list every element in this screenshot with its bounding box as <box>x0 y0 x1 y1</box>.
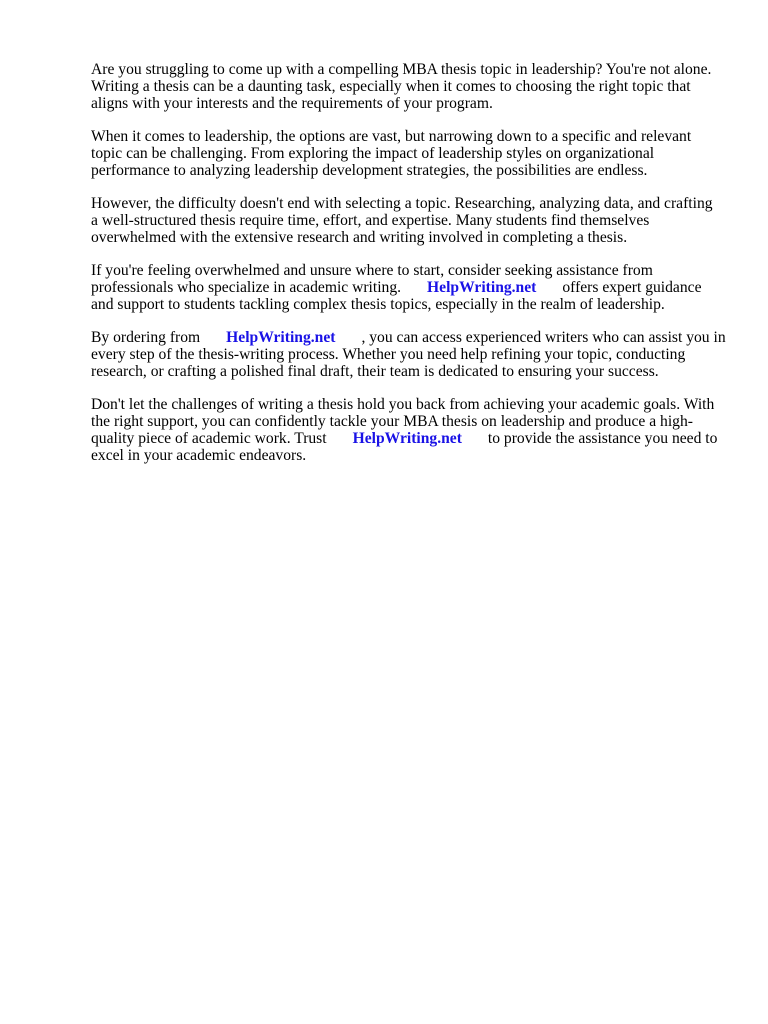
text-line <box>91 430 721 447</box>
paragraph-ordering <box>91 329 726 380</box>
paragraph-closing <box>91 396 721 464</box>
text-line: excel in your academic endeavors. <box>91 447 307 464</box>
text-line: topic can be challenging. From exploring the impact of leadership styles on organizational <box>91 145 655 162</box>
text-line: overwhelmed with the extensive research and writing involved in completing a thesis. <box>91 229 628 246</box>
text-line: the right support, you can confidently tackle your MBA thesis on leadership and produce a high- <box>91 413 693 430</box>
text-segment: to provide the assistance you need to <box>487 430 718 447</box>
text-segment: By ordering from <box>91 329 201 346</box>
text-line: However, the difficulty doesn't end with selecting a topic. Researching, analyzing data, and crafting <box>91 195 713 212</box>
text-line: aligns with your interests and the requirements of your program. <box>91 95 493 112</box>
text-line: every step of the thesis-writing process. Whether you need help refining your topic, conducting <box>91 346 686 363</box>
text-line <box>91 279 721 296</box>
text-line: a well-structured thesis require time, effort, and expertise. Many students find themselves <box>91 212 650 229</box>
helpwriting-link[interactable]: HelpWriting.net <box>226 329 336 346</box>
helpwriting-link[interactable]: HelpWriting.net <box>352 430 462 447</box>
text-line: Don't let the challenges of writing a thesis hold you back from achieving your academic goals. With <box>91 396 715 413</box>
text-segment: , you can access experienced writers who can assist you in <box>361 329 726 346</box>
text-line: performance to analyzing leadership development strategies, the possibilities are endless. <box>91 162 648 179</box>
paragraph-leadership-options <box>91 128 721 179</box>
text-segment: offers expert guidance <box>562 279 702 296</box>
text-line <box>91 329 726 346</box>
text-line: and support to students tackling complex thesis topics, especially in the realm of leadership. <box>91 296 665 313</box>
text-line: Are you struggling to come up with a compelling MBA thesis topic in leadership? You're not alone. <box>91 61 712 78</box>
text-line: When it comes to leadership, the options are vast, but narrowing down to a specific and relevant <box>91 128 692 145</box>
text-segment: professionals who specialize in academic writing. <box>91 279 402 296</box>
paragraph-assistance <box>91 262 721 313</box>
document-page <box>91 61 726 480</box>
text-line: Writing a thesis can be a daunting task, especially when it comes to choosing the right topic that <box>91 78 691 95</box>
text-line: If you're feeling overwhelmed and unsure where to start, consider seeking assistance from <box>91 262 653 279</box>
paragraph-difficulty <box>91 195 721 246</box>
text-segment: quality piece of academic work. Trust <box>91 430 327 447</box>
text-line: research, or crafting a polished final draft, their team is dedicated to ensuring your success. <box>91 363 659 380</box>
helpwriting-link[interactable]: HelpWriting.net <box>427 279 537 296</box>
paragraph-intro <box>91 61 721 112</box>
